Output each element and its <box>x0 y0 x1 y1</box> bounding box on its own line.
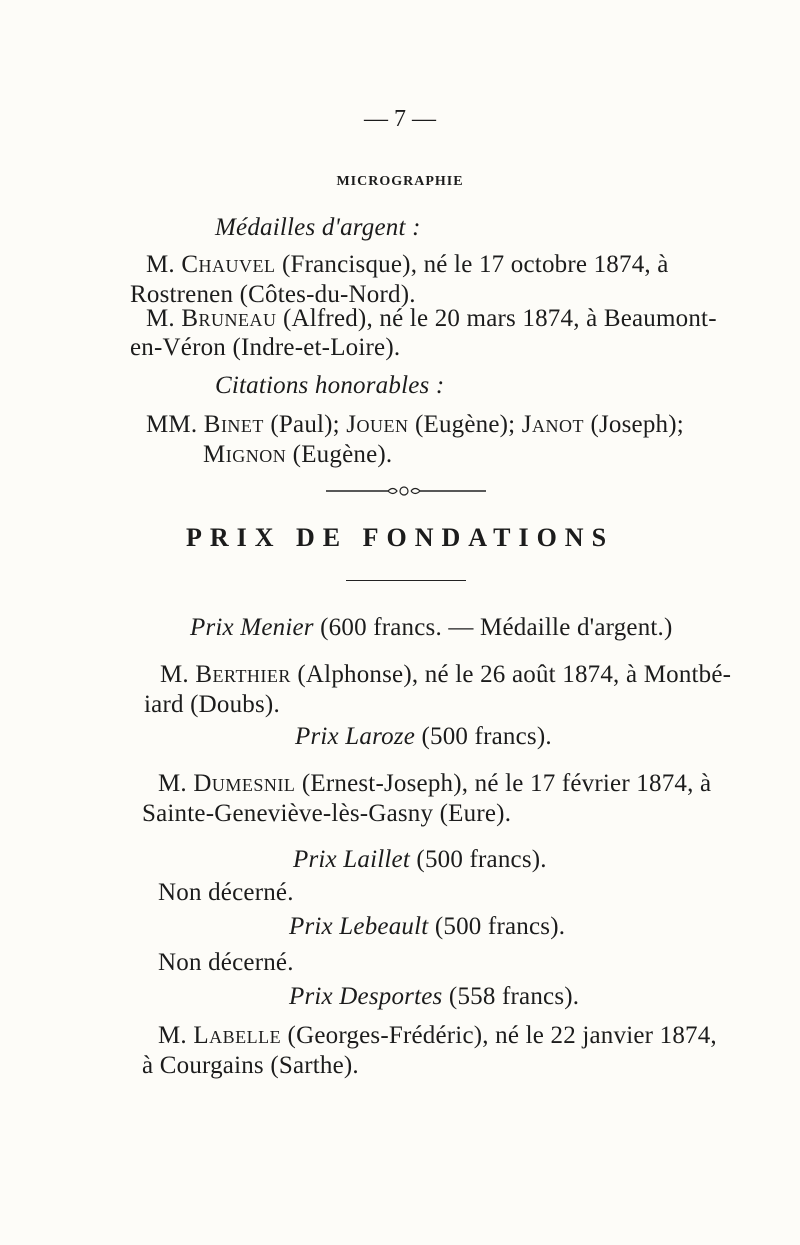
winner-labelle <box>158 1021 717 1051</box>
prize-name: Prix Laillet <box>293 846 410 873</box>
status-not-awarded: Non décerné. <box>158 879 294 906</box>
citation-details: (Paul); <box>263 411 347 438</box>
citation-surname: Binet <box>203 411 264 438</box>
page-number: — 7 — <box>364 106 436 132</box>
citation-details: (Eugène); <box>408 411 522 438</box>
winner-surname: Labelle <box>193 1022 282 1049</box>
winner-bruneau-continuation: en-Véron (Indre-et-Loire). <box>130 334 401 361</box>
prize-name: Prix Lebeault <box>289 913 429 940</box>
winner-prefix: M. <box>146 251 182 278</box>
prize-desportes <box>289 982 579 1012</box>
winner-prefix: M. <box>158 770 194 797</box>
silver-medals-heading: Médailles d'argent : <box>215 214 421 241</box>
citations-line <box>146 410 684 440</box>
winner-details: (Francisque), né le 17 octobre 1874, à <box>275 251 669 278</box>
winner-prefix: M. <box>158 1022 194 1049</box>
winner-berthier <box>160 660 731 690</box>
prize-amount: (500 francs). <box>409 846 547 873</box>
prize-name: Prix Menier <box>190 614 314 641</box>
section-rule <box>346 580 466 581</box>
prize-laillet <box>293 845 547 875</box>
citations-prefix: MM. <box>146 411 204 438</box>
winner-details: (Georges-Frédéric), né le 22 janvier 1874, <box>281 1022 717 1049</box>
citation-surname: Jouen <box>346 411 409 438</box>
winner-chauvel <box>146 250 669 280</box>
prize-amount: (558 francs). <box>442 983 580 1010</box>
winner-surname: Berthier <box>195 661 291 688</box>
winner-chauvel-continuation: Rostrenen (Côtes-du-Nord). <box>130 281 416 308</box>
prize-amount: (500 francs). <box>415 723 552 750</box>
citation-details: (Eugène). <box>286 441 393 468</box>
ornament-divider <box>326 481 486 501</box>
citation-surname: Mignon <box>203 441 287 468</box>
prize-menier <box>190 613 673 643</box>
winner-details: (Alfred), né le 20 mars 1874, à Beaumont- <box>276 305 717 332</box>
winner-dumesnil-continuation: Sainte-Geneviève-lès-Gasny (Eure). <box>142 800 512 827</box>
winner-bruneau <box>146 304 717 334</box>
prize-lebeault <box>289 912 565 942</box>
winner-dumesnil <box>158 769 711 799</box>
citation-surname: Janot <box>521 411 585 438</box>
prize-name: Prix Laroze <box>295 723 416 750</box>
prize-name: Prix Desportes <box>289 983 443 1010</box>
prize-amount: (600 francs. — Médaille d'argent.) <box>313 614 673 641</box>
section-heading: MICROGRAPHIE <box>336 174 464 189</box>
prize-amount: (500 francs). <box>428 913 566 940</box>
prize-laroze <box>295 722 552 752</box>
winner-surname: Bruneau <box>181 305 277 332</box>
citation-details: (Joseph); <box>584 411 684 438</box>
winner-prefix: M. <box>146 305 182 332</box>
winner-surname: Chauvel <box>181 251 276 278</box>
winner-details: (Alphonse), né le 26 août 1874, à Montbé- <box>290 661 732 688</box>
winner-surname: Dumesnil <box>193 770 296 797</box>
winner-prefix: M. <box>160 661 196 688</box>
winner-berthier-continuation: iard (Doubs). <box>144 691 280 718</box>
citations-line-2 <box>203 440 392 470</box>
citations-heading: Citations honorables : <box>215 372 445 399</box>
status-not-awarded: Non décerné. <box>158 949 294 976</box>
winner-details: (Ernest-Joseph), né le 17 février 1874, à <box>295 770 712 797</box>
winner-labelle-continuation: à Courgains (Sarthe). <box>142 1052 359 1079</box>
prix-heading: PRIX DE FONDATIONS <box>185 523 615 552</box>
